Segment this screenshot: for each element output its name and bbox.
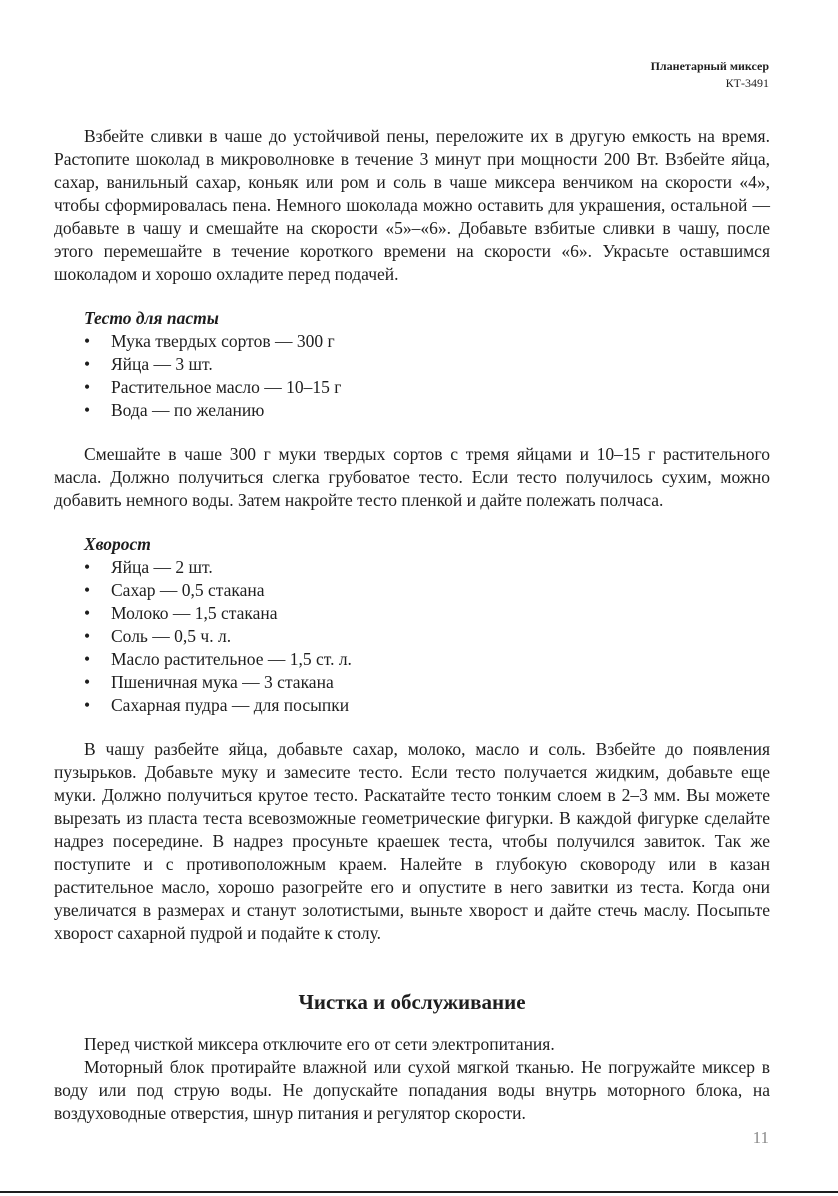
ingredient-item: • Сахарная пудра — для посыпки [54,694,770,717]
recipe-title-pasta: Тесто для пасты [84,308,219,328]
ingredient-item: • Масло растительное — 1,5 ст. л. [54,648,770,671]
page-bottom-rule [0,1191,838,1193]
ingredient-item: • Молоко — 1,5 стакана [54,602,770,625]
ingredient-list-khvorost [54,556,770,717]
recipe-title-khvorost: Хворост [84,534,151,554]
ingredient-item: • Соль — 0,5 ч. л. [54,625,770,648]
khvorost-instructions-paragraph: В чашу разбейте яйца, добавьте сахар, молоко, масло и соль. Взбейте до появления пузырьков. Добавьте муку и замесите тесто. Если тесто получается жидким, добавьте еще муки. Должно получиться крутое тесто. Раскатайте тесто тонким слоем в 2–3 мм. Вы можете вырезать из пласта теста всевозможные геометрические фигурки. В каждой фигурке сделайте надрез посередине. В надрез просуньте краешек теста, чтобы получился завиток. Так же поступите и с противоположным краем. Налейте в глубокую сковороду или в казан растительное масло, хорошо разогрейте его и опустите в него завитки из теста. Когда они увеличатся в размерах и станут золотистыми, выньте хворост и дайте стечь маслу. Посыпьте хворост сахарной пудрой и подайте к столу. [54,739,770,943]
cleaning-paragraph: Моторный блок протирайте влажной или сухой мягкой тканью. Не погружайте миксер в воду или под струю воды. Не допускайте попадания воды внутрь моторного блока, на воздуховодные отверстия, шнур питания и регулятор скорости. [54,1057,770,1123]
page-header [651,58,769,92]
ingredient-item: • Мука твердых сортов — 300 г [54,330,770,353]
product-name: Планетарный миксер [650,59,769,73]
ingredient-item: • Растительное масло — 10–15 г [54,376,770,399]
ingredient-item: • Сахар — 0,5 стакана [54,579,770,602]
page-number: 11 [752,1128,769,1147]
dessert-instructions-paragraph: Взбейте сливки в чаше до устойчивой пены, переложите их в другую емкость на время. Растопите шоколад в микроволновке в течение 3 минут при мощности 200 Вт. Взбейте яйца, сахар, ванильный сахар, коньяк или ром и соль в чаше миксера венчиком на скорости «4», чтобы сформировалась пена. Немного шоколада можно оставить для украшения, остальной — добавьте в чашу и смешайте на скорости «5»–«6». Добавьте взбитые сливки в чашу, после этого перемешайте в течение короткого времени на скорости «6». Украсьте оставшимся шоколадом и хорошо охладите перед подачей. [54,126,770,284]
page-content [54,125,770,1125]
model-number: КТ-3491 [725,76,769,90]
cleaning-paragraph: Перед чисткой миксера отключите его от сети электропитания. [84,1034,555,1054]
ingredient-list-pasta [54,330,770,422]
ingredient-item: • Яйца — 2 шт. [54,556,770,579]
section-title-cleaning: Чистка и обслуживание [298,990,526,1014]
ingredient-item: • Вода — по желанию [54,399,770,422]
ingredient-item: • Пшеничная мука — 3 стакана [54,671,770,694]
pasta-instructions-paragraph: Смешайте в чаше 300 г муки твердых сортов с тремя яйцами и 10–15 г растительного масла. Должно получиться слегка грубоватое тесто. Если тесто получилось сухим, можно добавить немного воды. Затем накройте тесто пленкой и дайте полежать полчаса. [54,444,770,510]
ingredient-item: • Яйца — 3 шт. [54,353,770,376]
